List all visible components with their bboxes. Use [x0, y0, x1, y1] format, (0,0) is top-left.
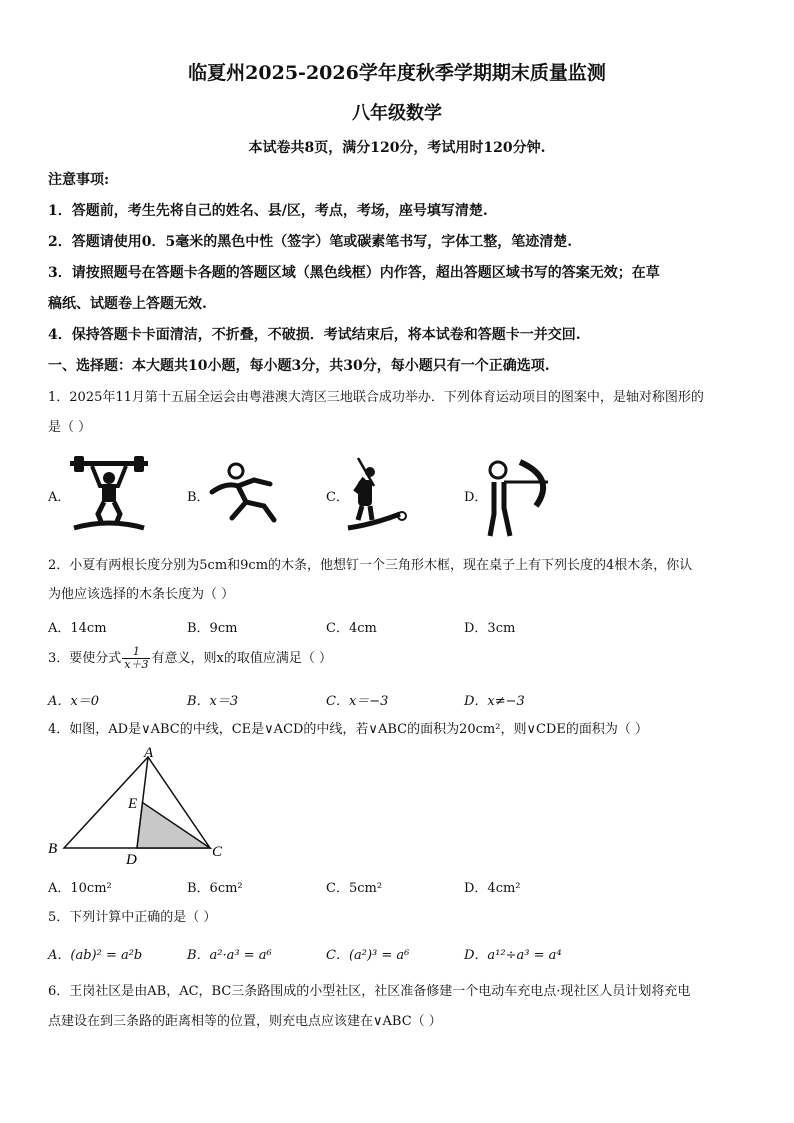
- q3-option-c: C．x＝−3: [326, 694, 389, 709]
- archer-icon: [484, 458, 554, 540]
- q4-option-b: B．6cm²: [187, 881, 243, 896]
- weightlifting-icon: [68, 456, 150, 532]
- note-item: 2．答题请使用0．5毫米的黑色中性（签字）笔或碳素笔书写，字体工整，笔迹清楚.: [48, 234, 573, 250]
- q4-option-a: A．10cm²: [48, 881, 112, 896]
- q3-suffix: 有意义，则x的取值应满足（ ）: [151, 651, 332, 666]
- q1-option-c-label: C．: [326, 490, 349, 505]
- q5-option-b: B．a²·a³ = a⁶: [187, 948, 272, 963]
- notes-heading: 注意事项:: [48, 172, 110, 188]
- q2-stem-line1: 2．小夏有两根长度分别为5cm和9cm的木条，他想钉一个三角形木框，现在桌子上有下列长度的4根木条，你认: [48, 558, 693, 573]
- exam-subject: 八年级数学: [352, 103, 442, 124]
- exam-info: 本试卷共8页，满分120分，考试用时120分钟.: [248, 140, 546, 156]
- golfer-icon: [344, 454, 408, 534]
- q2-option-c: C．4cm: [326, 621, 377, 636]
- label-a: A: [144, 745, 154, 761]
- label-b: B: [48, 841, 58, 857]
- label-e: E: [128, 796, 138, 812]
- exam-title: 临夏州2025-2026学年度秋季学期期末质量监测: [188, 62, 606, 84]
- label-d: D: [126, 852, 137, 868]
- q4-option-d: D．4cm²: [464, 881, 521, 896]
- q3-fraction: [122, 646, 150, 671]
- q4-stem: 4．如图，AD是∨ABC的中线，CE是∨ACD的中线，若∨ABC的面积为20cm²，则∨CDE的面积为（ ）: [48, 722, 648, 737]
- q1-stem-line2: 是（ ）: [48, 420, 92, 435]
- label-c: C: [212, 844, 223, 860]
- q3-fraction-numerator: 1: [122, 646, 150, 659]
- q3-stem: [48, 646, 758, 671]
- q5-option-a: A．(ab)² = a²b: [48, 948, 143, 963]
- q4-option-c: C．5cm²: [326, 881, 383, 896]
- q3-fraction-denominator: x＋3: [124, 658, 149, 671]
- q4-triangle-figure: [44, 742, 234, 868]
- runner-icon: [208, 462, 280, 524]
- note-item: 3．请按照题号在答题卡各题的答题区域（黑色线框）内作答，超出答题区域书写的答案无效；在草: [48, 265, 660, 281]
- q5-stem: 5．下列计算中正确的是（ ）: [48, 910, 217, 925]
- q1-option-b-label: B．: [187, 490, 210, 505]
- q5-option-d: D．a¹²÷a³ = a⁴: [464, 948, 562, 963]
- q5-option-c: C．(a²)³ = a⁶: [326, 948, 410, 963]
- q2-stem-line2: 为他应该选择的木条长度为（ ）: [48, 587, 235, 602]
- q6-stem-line2: 点建设在到三条路的距离相等的位置，则充电点应该建在∨ABC（ ）: [48, 1014, 442, 1029]
- section-heading: 一、选择题：本大题共10小题，每小题3分，共30分，每小题只有一个正确选项.: [48, 358, 550, 374]
- note-item: 1．答题前，考生先将自己的姓名、县/区，考点，考场，座号填写清楚.: [48, 203, 488, 219]
- q1-option-a-label: A．: [48, 490, 71, 505]
- note-item: 稿纸、试题卷上答题无效.: [48, 296, 207, 312]
- q3-option-b: B．x＝3: [187, 694, 239, 709]
- q2-option-d: D．3cm: [464, 621, 516, 636]
- q3-option-d: D．x≠−3: [464, 694, 525, 709]
- q2-option-a: A．14cm: [48, 621, 107, 636]
- q3-option-a: A．x＝0: [48, 694, 99, 709]
- q2-option-b: B．9cm: [187, 621, 238, 636]
- q3-prefix: 3．要使分式: [48, 651, 122, 666]
- note-item: 4．保持答题卡卡面清洁，不折叠，不破损．考试结束后，将本试卷和答题卡一并交回.: [48, 327, 581, 343]
- q6-stem-line1: 6．王岗社区是由AB，AC，BC三条路围成的小型社区，社区准备修建一个电动车充电点·现社区人员计划将充电: [48, 984, 691, 999]
- q1-stem-line1: 1．2025年11月第十五届全运会由粤港澳大湾区三地联合成功举办．下列体育运动项目的图案中，是轴对称图形的: [48, 390, 704, 405]
- q1-option-d-label: D．: [464, 490, 488, 505]
